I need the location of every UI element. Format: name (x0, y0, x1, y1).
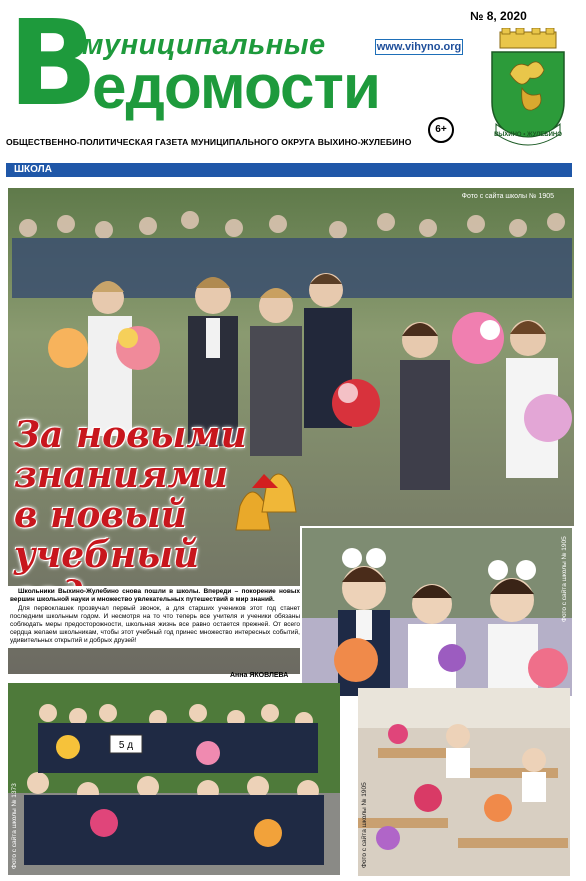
classroom-photo-credit: Фото с сайта школы № 1905 (361, 782, 368, 868)
coat-of-arms-label: ВЫХИНО • ЖУЛЕБИНО (494, 132, 562, 138)
article-author: Анна ЯКОВЛЕВА (230, 672, 289, 679)
article-headline (14, 415, 259, 615)
newspaper-subtitle: ОБЩЕСТВЕННО-ПОЛИТИЧЕСКАЯ ГАЗЕТА МУНИЦИПАЛЬНОГО ОКРУГА ВЫХИНО-ЖУЛЕБИНО (6, 137, 412, 147)
article-body (8, 586, 302, 648)
mural-crown (500, 28, 556, 48)
headline-line: знаниями (14, 454, 229, 496)
classroom-photo (358, 688, 570, 876)
inset-photo-credit: Фото с сайта школы № 1905 (561, 536, 568, 622)
coat-of-arms-icon (486, 28, 570, 154)
article-paragraph: Для первоклашек прозвучал первый звонок, а для старших учеников этот год станет последним школьным годом. И несмотря на то что теперь все учителя и ученики обязаны соблюдать меры предосторожности, школьная жизнь все равно остается прежней. От всего сердца желаем школьникам, чтобы этот учебный год принес множество интересных событий, удивительных открытий и добрых друзей! (10, 605, 300, 644)
website-link[interactable]: www.vihyno.org (376, 41, 462, 53)
headline-line: учебный (14, 534, 200, 576)
class-photo-credit: Фото с сайта школы № 1373 (11, 783, 18, 869)
headline-line: За новыми (14, 414, 247, 456)
class-photo (8, 683, 340, 875)
issue-number: № 8, 2020 (470, 9, 527, 23)
hero-photo-credit: Фото с сайта школы № 1905 (461, 193, 554, 200)
masthead-logo-initial: В (8, 0, 94, 132)
age-rating-badge: 6+ (428, 117, 454, 143)
inset-photo (300, 526, 574, 698)
class-sign-label: 5 д (118, 740, 134, 751)
masthead-title-line1: муниципальные (82, 29, 326, 61)
headline-line: в новый (14, 494, 187, 536)
article-lead: Школьники Выхино-Жулебино снова пошли в школы. Впереди – покорение новых вершин школьной науки и множество увлекательных путешествий в мир знаний. (10, 588, 300, 603)
section-label: ШКОЛА (14, 164, 52, 175)
masthead-title-line2: едомости (92, 53, 380, 122)
section-bar (6, 163, 572, 177)
